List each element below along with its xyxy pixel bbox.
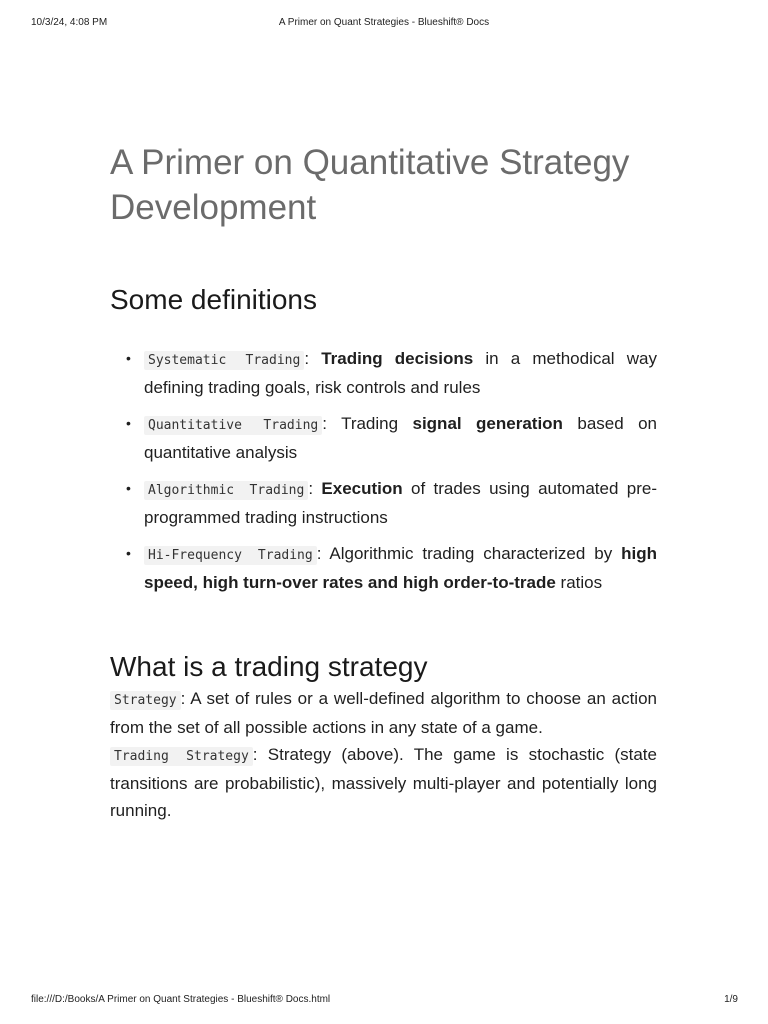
term-code: Strategy — [110, 691, 181, 710]
paragraph-text: : Strategy (above). The game is stochastic (state transitions are probabilistic), massively multi-player and potentially long running. — [110, 745, 657, 820]
print-page-title: A Primer on Quant Strategies - Blueshift® Docs — [278, 17, 490, 28]
term-code: Algorithmic Trading — [144, 481, 308, 500]
paragraph-trading-strategy — [110, 741, 657, 824]
print-page-number: 1/9 — [724, 994, 738, 1005]
section-heading-definitions: Some definitions — [110, 284, 318, 315]
list-item — [110, 540, 657, 596]
item-text: in a methodical way defining trading goals, risk controls and rules — [144, 349, 657, 397]
bullet-icon: • — [126, 480, 131, 496]
item-text: based on quantitative analysis — [144, 414, 658, 462]
list-item — [110, 475, 657, 531]
item-text: : Algorithmic trading characterized by — [316, 544, 622, 563]
print-header — [0, 17, 768, 31]
item-text: of trades using automated pre-programmed trading instructions — [144, 479, 657, 527]
bullet-icon: • — [126, 350, 131, 366]
item-text-bold: Execution — [321, 479, 403, 498]
section-heading-trading-strategy: What is a trading strategy — [110, 651, 428, 682]
term-code: Systematic Trading — [144, 351, 304, 370]
item-text-bold: high speed, high turn-over rates and high order-to-trade — [144, 544, 657, 592]
list-item — [110, 410, 657, 466]
bullet-icon: • — [126, 415, 131, 431]
term-code: Quantitative Trading — [144, 416, 322, 435]
item-text: ratios — [555, 573, 603, 592]
print-datetime: 10/3/24, 4:08 PM — [31, 17, 108, 28]
page-title: A Primer on Quantitative Strategy Development — [110, 143, 630, 227]
print-footer — [0, 994, 768, 1008]
item-text-bold: signal generation — [412, 414, 563, 433]
paragraph-strategy — [110, 685, 657, 741]
item-text-bold: Trading decisions — [321, 349, 474, 368]
term-code: Trading Strategy — [110, 747, 253, 766]
term-code: Hi-Frequency Trading — [144, 546, 317, 565]
bullet-icon: • — [126, 545, 131, 561]
print-file-path: file:///D:/Books/A Primer on Quant Strategies - Blueshift® Docs.html — [31, 994, 331, 1005]
definitions-list — [110, 345, 657, 596]
item-text: : — [304, 349, 322, 368]
paragraph-text: : A set of rules or a well-defined algorithm to choose an action from the set of all possible actions in any state of a game. — [110, 689, 657, 737]
list-item — [110, 345, 657, 401]
item-text: : — [308, 479, 322, 498]
item-text: : Trading — [322, 414, 413, 433]
document-content — [110, 140, 657, 824]
